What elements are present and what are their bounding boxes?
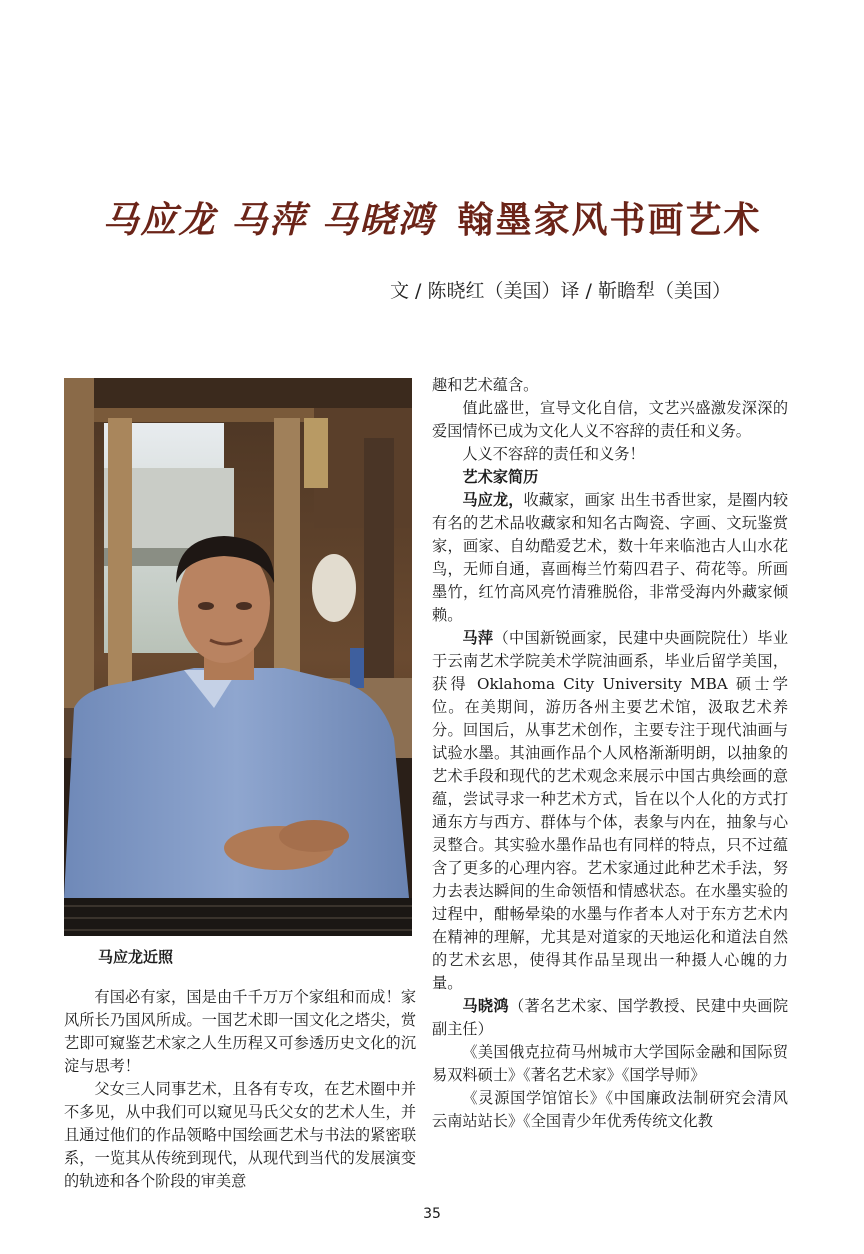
title-names: 马应龙 马萍 马晓鸿 xyxy=(102,199,436,241)
right-paragraph-1: 值此盛世，宣导文化自信，文艺兴盛激发深深的爱国情怀已成为文化人义不容辞的责任和义务。 xyxy=(432,399,788,440)
bio-ma-xiaohong xyxy=(432,995,788,1041)
left-paragraph-1: 有国必有家，国是由千千万万个家组和而成！家风所长乃国风所成。一国艺术即一国文化之塔尖，赏艺即可窥鉴艺术家之人生历程又可参透历史文化的沉淀与思考！ xyxy=(64,988,416,1075)
bio-name-ma-xiaohong: 马晓鸿 xyxy=(462,997,509,1015)
article-title xyxy=(0,192,864,243)
bio-text-ma-yinglong: 收藏家，画家 出生书香世家，是圈内较有名的艺术品收藏家和知名古陶瓷、字画、文玩鉴赏家，画家、自幼酷爱艺术，数十年来临池古人山水花鸟，无师自通，喜画梅兰竹菊四君子、荷花等。所画墨竹，红竹高风亮竹清雅脱俗，非常受海内外藏家倾赖。 xyxy=(432,491,789,624)
photo-caption: 马应龙近照 xyxy=(98,948,174,966)
portrait-illustration xyxy=(64,378,412,936)
right-column xyxy=(432,374,788,1133)
bio-name-ma-yinglong: 马应龙， xyxy=(462,491,524,509)
left-paragraph-2: 父女三人同事艺术，且各有专攻，在艺术圈中并不多见，从中我们可以窥见马氏父女的艺术人生，并且通过他们的作品领略中国绘画艺术与书法的紧密联系，一览其从传统到现代，从现代到当代的发展演变的轨迹和各个阶段的审美意 xyxy=(64,1080,416,1190)
bio-ma-ping xyxy=(432,627,788,995)
bio-text-ma-xiaohong: （著名艺术家、国学教授、民建中央画院副主任） xyxy=(432,997,789,1038)
right-continuation: 趣和艺术蕴含。 xyxy=(432,376,539,394)
section-heading-text: 艺术家简历 xyxy=(462,468,539,486)
left-column xyxy=(64,986,416,1193)
section-heading xyxy=(432,466,788,489)
bio-ma-xiaohong-titles-2: 《灵源国学馆馆长》《中国廉政法制研究会清风云南站站长》《全国青少年优秀传统文化教 xyxy=(432,1089,788,1130)
page-number: 35 xyxy=(423,1206,441,1222)
byline: 文 / 陈晓红（美国）译 / 靳瞻犁（美国） xyxy=(390,280,731,302)
portrait-photo xyxy=(64,378,412,936)
bio-ma-xiaohong-titles-1: 《美国俄克拉荷马州城市大学国际金融和国际贸易双料硕士》《著名艺术家》《国学导师》 xyxy=(432,1043,788,1084)
bio-ma-yinglong xyxy=(432,489,788,627)
bio-text-ma-ping: （中国新锐画家，民建中央画院院仕）毕业于云南艺术学院美术学院油画系，毕业后留学美国，获得 Oklahoma City University MBA 硕士学位。在美期间，游历各州主要艺术馆，汲取艺术养分。回国后，从事艺术创作，主要专注于现代油画与试验水墨。其油画作品个人风格渐渐明朗，以抽象的艺术手段和现代的艺术观念来展示中国古典绘画的意蕴，尝试寻求一种艺术方式，旨在以个人化的方式打通东方与西方、群体与个体，表象与内在，抽象与心灵整合。其实验水墨作品也有同样的特点，只不过蕴含了更多的心理内容。艺术家通过此种艺术手法，努力去表达瞬间的生命领悟和情感状态。在水墨实验的过程中，酣畅晕染的水墨与作者本人对于东方艺术内在精神的理解，尤其是对道家的天地运化和道法自然的艺术玄思，使得其作品呈现出一种摄人心魄的力量。 xyxy=(432,629,789,992)
bio-name-ma-ping: 马萍 xyxy=(462,629,494,647)
right-paragraph-2: 人义不容辞的责任和义务！ xyxy=(462,445,645,463)
title-subtitle: 翰墨家风书画艺术 xyxy=(457,199,762,241)
